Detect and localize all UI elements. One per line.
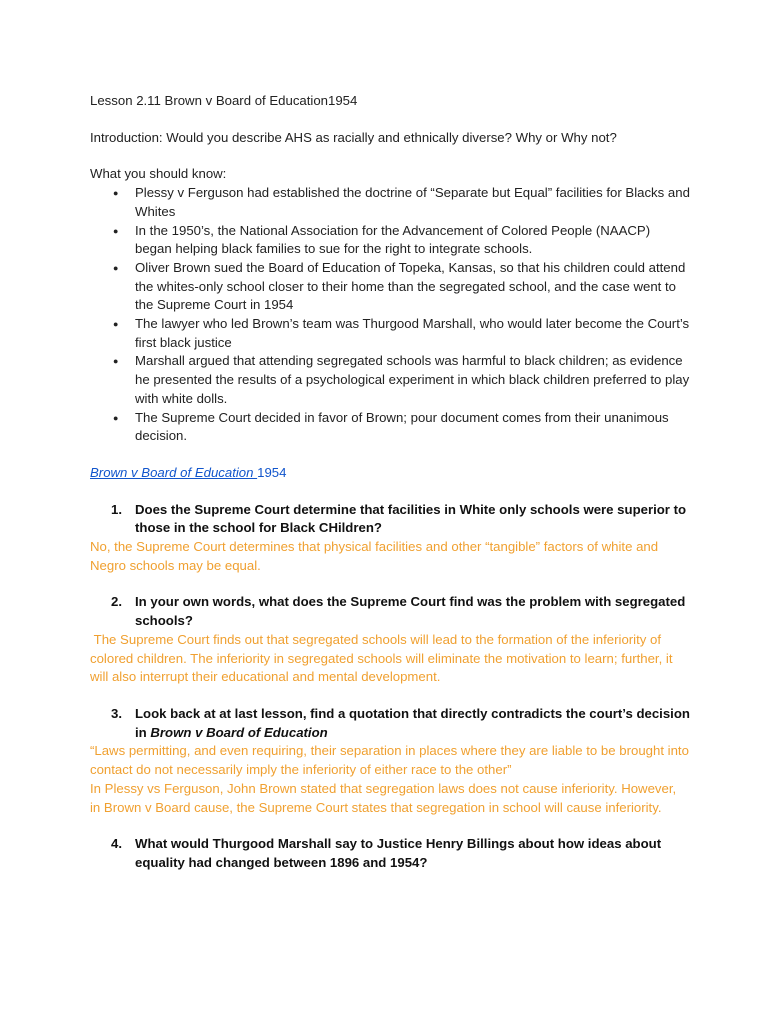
question-text: Look back at at last lesson, find a quotation that directly contradicts the court’s decision in [135,705,690,740]
answer-3-explanation: In Plessy vs Ferguson, John Brown stated that segregation laws does not cause inferiority. However, in Brown v Board cause, the Supreme Court states that segregation in school will cause inferiority. [90,780,677,815]
question-number: 3. [111,705,122,721]
question-number: 1. [111,501,122,517]
document-link-line [90,464,690,483]
list-item: ● The Supreme Court decided in favor of Brown; pour document comes from their unanimous decision. [90,409,690,446]
answer-3-quote: “Laws permitting, and even requiring, their separation in places where they are liable to be brought into contact do not necessarily imply the inferiority of either race to the other” [90,743,689,778]
lesson-title: Lesson 2.11 Brown v Board of Education1954 [90,93,358,108]
list-item: ● Plessy v Ferguson had established the doctrine of “Separate but Equal” facilities for Blacks and Whites [90,184,690,221]
question-1 [90,501,690,538]
list-item: ● In the 1950’s, the National Association for the Advancement of Colored People (NAACP) began helping black families to sue for the right to integrate schools. [90,222,690,259]
list-item: ● Marshall argued that attending segregated schools was harmful to black children; as evidence he presented the results of a psychological experiment in which black children preferred to play with white dolls. [90,352,690,408]
introduction-question: Introduction: Would you describe AHS as racially and ethnically diverse? Why or Why not? [90,129,617,145]
question-text: In your own words, what does the Supreme Court find was the problem with segregated schools? [135,594,686,629]
answer-1: No, the Supreme Court determines that physical facilities and other “tangible” factors of white and Negro schools may be equal. [90,539,659,573]
list-item: ● The lawyer who led Brown’s team was Thurgood Marshall, who would later become the Court’s first black justice [90,315,690,352]
question-4 [90,835,690,872]
document-body [90,92,690,873]
question-3 [90,705,690,742]
question-number: 2. [111,594,122,610]
question-2 [90,593,690,630]
list-item: ● Oliver Brown sued the Board of Education of Topeka, Kansas, so that his children could attend the whites-only school closer to their home than the segregated school, and the case went to the Supreme Court in 1954 [90,259,690,315]
know-heading: What you should know: [90,166,227,182]
question-text: What would Thurgood Marshall say to Justice Henry Billings about how ideas about equality had changed between 1896 and 1954? [135,836,662,870]
key-facts-list [90,184,690,446]
brown-v-board-link[interactable]: Brown v Board of Education [90,464,258,480]
question-number: 4. [111,836,122,852]
link-year: 1954 [257,464,287,480]
answer-2: The Supreme Court finds out that segregated schools will lead to the formation of the inferiority of colored children. The inferiority in segregated schools will eliminate the motivation to learn; further, it will also interrupt their educational and mental development. [90,631,677,685]
case-title-italic: Brown v Board of Education [150,724,328,740]
question-text: Does the Supreme Court determine that facilities in White only schools were superior to those in the school for Black CHildren? [135,501,687,536]
